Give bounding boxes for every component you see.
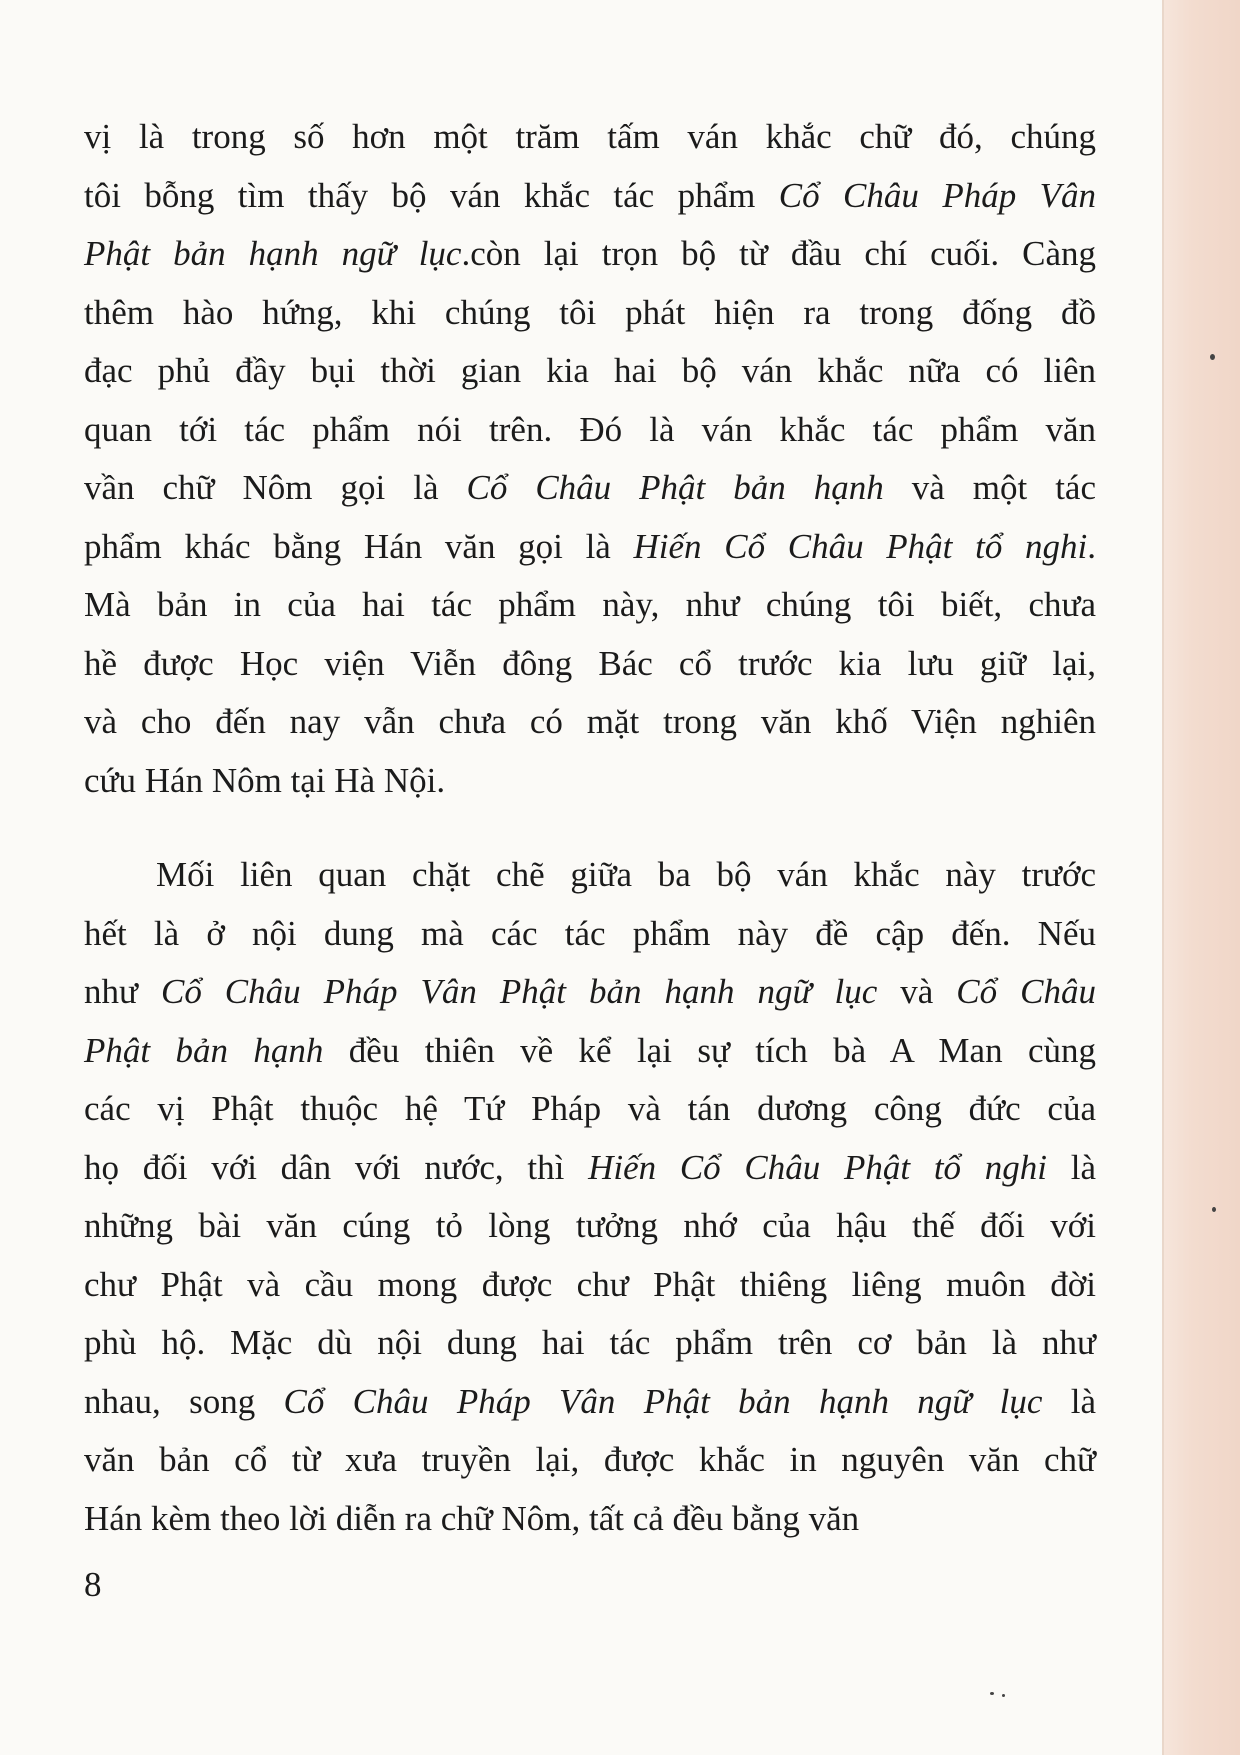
italic-title: Cổ Châu	[956, 972, 1096, 1011]
page-edge-tint	[1162, 0, 1240, 1755]
text-line	[84, 1139, 1096, 1198]
page-number: 8	[84, 1565, 102, 1604]
italic-title: Phật bản hạnh ngữ lục	[84, 234, 462, 273]
text-segment: văn bản cổ từ xưa truyền lại, được khắc in nguyên văn chữ	[84, 1440, 1096, 1479]
text-segment: nhau, song	[84, 1381, 284, 1421]
text-line	[84, 963, 1096, 1022]
text-line	[84, 1256, 1096, 1315]
page-edge-line	[1162, 0, 1164, 1755]
italic-title: Cổ Châu Pháp Vân Phật bản hạnh ngữ lục	[160, 972, 878, 1011]
text-segment: vị là trong số hơn một trăm tấm ván khắc chữ đó, chúng	[84, 117, 1096, 156]
text-segment: Mối liên quan chặt chẽ giữa ba bộ ván khắc này trước	[156, 855, 1096, 894]
text-line	[84, 167, 1096, 226]
text-line	[84, 1022, 1096, 1081]
text-line	[84, 342, 1096, 401]
text-segment: đều thiên về kể lại sự tích bà A Man cùng	[323, 1030, 1096, 1070]
italic-title: Cổ Châu Pháp Vân	[778, 175, 1096, 215]
text-segment: vần chữ Nôm gọi là	[84, 468, 467, 507]
text-segment: hề được Học viện Viễn đông Bác cổ trước kia lưu giữ lại,	[84, 643, 1096, 683]
text-line	[84, 693, 1096, 752]
text-segment: tôi bỗng tìm thấy bộ ván khắc tác phẩm	[84, 175, 779, 215]
text-segment: chư Phật và cầu mong được chư Phật thiêng liêng muôn đời	[84, 1264, 1096, 1304]
text-line	[84, 1314, 1096, 1373]
italic-title: Hiến Cổ Châu Phật tổ nghi	[633, 526, 1088, 566]
scan-speck	[1002, 1694, 1005, 1697]
text-segment: là	[1042, 1381, 1096, 1421]
text-line	[84, 518, 1096, 577]
text-segment: đạc phủ đầy bụi thời gian kia hai bộ ván khắc nữa có liên	[84, 351, 1096, 390]
text-line	[84, 1490, 1096, 1549]
text-line	[84, 459, 1096, 518]
text-line	[84, 401, 1096, 460]
italic-title: Cổ Châu Phật bản hạnh	[466, 468, 884, 507]
text-line	[84, 635, 1096, 694]
text-segment: phù hộ. Mặc dù nội dung hai tác phẩm trên cơ bản là như	[84, 1323, 1096, 1362]
text-segment: Hán kèm theo lời diễn ra chữ Nôm, tất cả đều bằng văn	[84, 1498, 860, 1538]
text-segment: các vị Phật thuộc hệ Tứ Pháp và tán dương công đức của	[84, 1089, 1096, 1128]
text-segment: cứu Hán Nôm tại Hà Nội.	[84, 760, 446, 800]
text-segment: là	[1047, 1147, 1096, 1187]
paragraph	[84, 108, 1096, 810]
text-line	[84, 1431, 1096, 1490]
text-segment: và cho đến nay vẫn chưa có mặt trong văn khố Viện nghiên	[84, 702, 1096, 741]
italic-title: Hiến Cổ Châu Phật tổ nghi	[588, 1147, 1047, 1187]
text-segment: và	[877, 972, 957, 1011]
body-text	[84, 108, 1096, 1548]
scan-speck	[1212, 1207, 1216, 1212]
text-line	[84, 108, 1096, 167]
text-segment: hết là ở nội dung mà các tác phẩm này đề cập đến. Nếu	[84, 913, 1096, 953]
text-line	[84, 905, 1096, 964]
italic-title: Cổ Châu Pháp Vân Phật bản hạnh ngữ lục	[283, 1381, 1043, 1421]
paragraph	[84, 846, 1096, 1548]
text-segment: họ đối với dân với nước, thì	[84, 1147, 589, 1187]
italic-title: Phật bản hạnh	[84, 1030, 324, 1070]
text-line	[84, 1197, 1096, 1256]
text-line	[84, 1373, 1096, 1432]
text-line	[84, 846, 1096, 905]
text-segment: quan tới tác phẩm nói trên. Đó là ván khắc tác phẩm văn	[84, 409, 1096, 449]
text-line	[84, 225, 1096, 284]
paragraph-gap	[84, 810, 1096, 846]
text-segment: Mà bản in của hai tác phẩm này, như chúng tôi biết, chưa	[84, 585, 1096, 624]
text-segment: phẩm khác bằng Hán văn gọi là	[84, 526, 634, 566]
text-segment: .	[1087, 526, 1096, 566]
scan-speck	[1210, 354, 1215, 360]
text-line	[84, 576, 1096, 635]
text-line	[84, 752, 1096, 811]
text-line	[84, 1080, 1096, 1139]
text-segment: những bài văn cúng tỏ lòng tưởng nhớ của hậu thế đối với	[84, 1206, 1096, 1245]
text-segment: và một tác	[883, 468, 1096, 507]
text-segment: .còn lại trọn bộ từ đầu chí cuối. Càng	[461, 234, 1097, 273]
scan-speck	[990, 1692, 994, 1695]
text-line	[84, 284, 1096, 343]
text-segment: như	[84, 972, 161, 1011]
text-segment: thêm hào hứng, khi chúng tôi phát hiện ra trong đống đồ	[84, 292, 1096, 332]
